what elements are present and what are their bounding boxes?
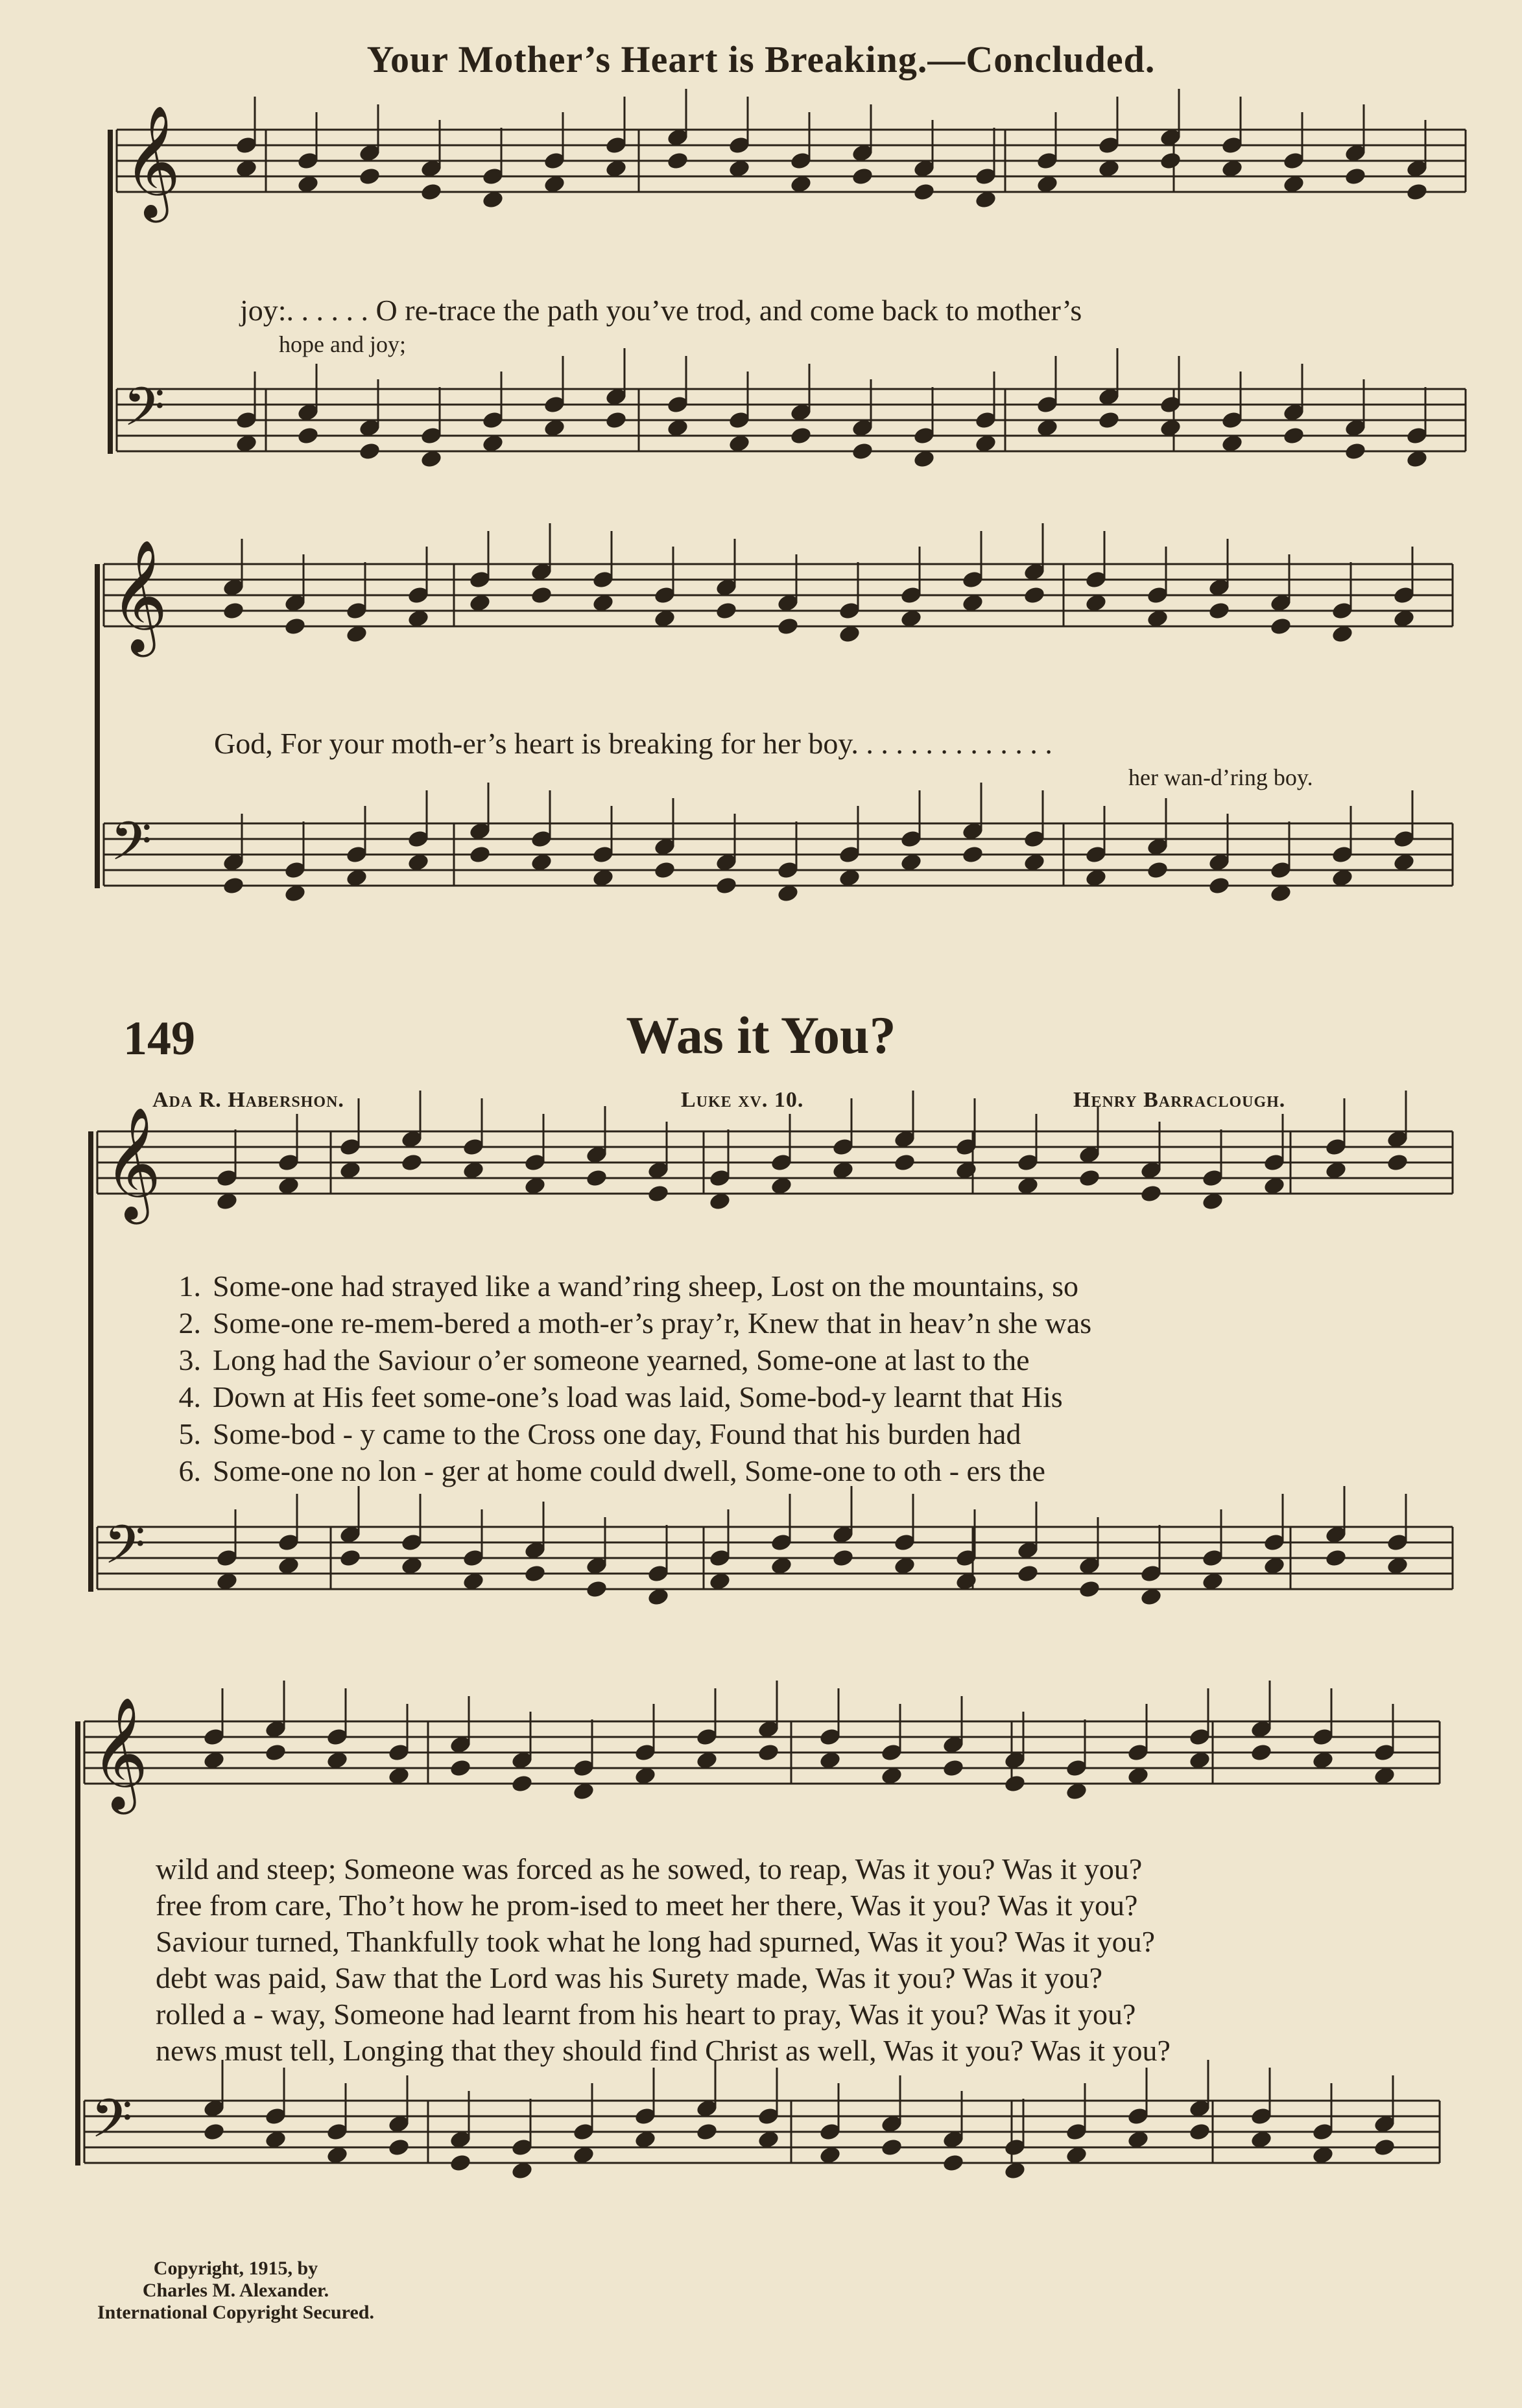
verse-line	[162, 1304, 1091, 1341]
verse-text: Some-bod - y came to the Cross one day, Found that his burden had	[213, 1417, 1021, 1450]
notehead	[585, 1168, 608, 1188]
notehead	[942, 1758, 965, 1778]
verse-number: 4.	[178, 1380, 201, 1413]
notehead	[358, 167, 381, 187]
verse-text: Some-one no lon - ger at home could dwell, Some-one to oth - ers the	[213, 1454, 1045, 1487]
notehead	[296, 426, 320, 446]
verse-number: 1.	[178, 1269, 201, 1303]
hymn-title: Was it You?	[626, 1006, 896, 1065]
notehead	[695, 2122, 719, 2142]
verse-text: Some-one had strayed like a wand’ring sheep, Lost on the mountains, so	[213, 1269, 1078, 1303]
notehead	[942, 2153, 965, 2173]
page-title: Your Mother’s Heart is Breaking.—Concluded.	[366, 38, 1156, 80]
bass-staff	[84, 2060, 1440, 2180]
notehead	[510, 1774, 534, 1794]
verse-line	[162, 1378, 1091, 1415]
verse-line	[162, 1452, 1091, 1489]
notehead	[1078, 1579, 1101, 1599]
notehead	[715, 876, 738, 896]
treble-clef-icon: 𝄞	[123, 105, 181, 218]
hymn-author: Ada R. Habershon.	[152, 1088, 344, 1112]
verse-text: Down at His feet some-one’s load was laid, Some-bod-y learnt that His	[213, 1380, 1063, 1413]
notehead	[530, 585, 553, 606]
notehead	[1139, 1184, 1163, 1204]
notehead	[1159, 151, 1182, 171]
verse-text: Some-one re-mem-bered a moth-er’s pray’r, Knew that in heav’n she was	[213, 1306, 1092, 1340]
notehead	[523, 1564, 547, 1584]
system1-lyric: joy:. . . . . . O re-trace the path you’ve trod, and come back to mother’s	[240, 294, 1082, 327]
system1-sub-lyric: hope and joy;	[279, 331, 406, 357]
notehead	[851, 442, 874, 462]
notehead	[468, 845, 492, 865]
notehead	[1023, 585, 1046, 606]
notehead	[1324, 1548, 1348, 1568]
copyright-notice	[97, 2258, 374, 2324]
notehead	[912, 182, 936, 202]
verse-line: wild and steep; Someone was forced as he sowed, to reap, Was it you? Was it you?	[156, 1852, 1143, 1885]
system2-sub-lyric: her wan-d’ring boy.	[1128, 764, 1313, 790]
verse-line: Saviour turned, Thankfully took what he long had spurned, Was it you? Was it you?	[156, 1925, 1156, 1958]
notehead	[449, 2153, 472, 2173]
notehead	[1146, 860, 1169, 880]
notehead	[831, 1548, 855, 1568]
bass-clef-icon: 𝄢	[123, 375, 165, 451]
notehead	[1344, 167, 1367, 187]
notehead	[222, 876, 245, 896]
bass-staff	[97, 1486, 1453, 1607]
notehead	[647, 1184, 670, 1204]
treble-staff	[117, 89, 1466, 223]
treble-staff	[104, 523, 1453, 657]
notehead	[1207, 876, 1231, 896]
copyright-line: Copyright, 1915, by	[153, 2258, 318, 2279]
notehead	[585, 1579, 608, 1599]
bass-staff	[117, 348, 1466, 469]
verse-number: 6.	[178, 1454, 201, 1487]
treble-clef-icon: 𝄞	[110, 539, 168, 652]
verse-text: Long had the Saviour o’er someone yearned, Some-one at last to the	[213, 1343, 1030, 1376]
notehead	[339, 1548, 362, 1568]
verses-part1	[162, 1268, 1091, 1489]
treble-clef-icon: 𝄞	[91, 1697, 149, 1810]
verse-line: news must tell, Longing that they should find Christ as well, Was it you? Was it you?	[156, 2034, 1171, 2067]
notehead	[387, 2138, 410, 2158]
notehead	[757, 1743, 780, 1763]
notehead	[283, 617, 307, 637]
notehead	[961, 845, 984, 865]
bass-clef-icon: 𝄢	[104, 1513, 146, 1589]
notehead	[1373, 2138, 1396, 2158]
notehead	[1188, 2122, 1211, 2142]
notehead	[1344, 442, 1367, 462]
notehead	[776, 617, 800, 637]
notehead	[400, 1153, 423, 1173]
notehead	[1269, 617, 1292, 637]
notehead	[604, 410, 628, 431]
notehead	[202, 2122, 226, 2142]
notehead	[1405, 182, 1429, 202]
verse-line	[162, 1268, 1091, 1304]
notehead	[1003, 1774, 1027, 1794]
bass-clef-icon: 𝄢	[110, 810, 152, 886]
hymn-scripture: Luke xv. 10.	[681, 1088, 804, 1112]
notehead	[666, 151, 689, 171]
notehead	[420, 182, 443, 202]
verse-line	[162, 1341, 1091, 1378]
copyright-line: Charles M. Alexander.	[142, 2280, 329, 2301]
notehead	[222, 601, 245, 621]
verse-line: free from care, Tho’t how he prom-ised to meet her there, Was it you? Was it you?	[156, 1889, 1138, 1922]
notehead	[880, 2138, 903, 2158]
notehead	[1386, 1153, 1409, 1173]
verse-line	[162, 1415, 1091, 1452]
notehead	[1016, 1564, 1040, 1584]
notehead	[264, 1743, 287, 1763]
verse-line: rolled a - way, Someone had learnt from his heart to pray, Was it you? Was it you?	[156, 1998, 1136, 2031]
system2-lyric: God, For your moth-er’s heart is breaking for her boy. . . . . . . . . . . . . .	[214, 727, 1052, 760]
verse-line: debt was paid, Saw that the Lord was his Surety made, Was it you? Was it you?	[156, 1961, 1103, 1994]
verses-part2	[156, 1851, 1171, 2069]
notehead	[851, 167, 874, 187]
verse-number: 3.	[178, 1343, 201, 1376]
hymn-number: 149	[123, 1012, 195, 1065]
notehead	[653, 860, 676, 880]
notehead	[893, 1153, 916, 1173]
treble-clef-icon: 𝄞	[104, 1107, 161, 1220]
copyright-line: International Copyright Secured.	[97, 2302, 374, 2323]
notehead	[358, 442, 381, 462]
notehead	[1282, 426, 1305, 446]
notehead	[715, 601, 738, 621]
verse-number: 5.	[178, 1417, 201, 1450]
notehead	[1078, 1168, 1101, 1188]
notehead	[789, 426, 813, 446]
notehead	[1097, 410, 1121, 431]
treble-staff	[84, 1681, 1440, 1815]
notehead	[449, 1758, 472, 1778]
bass-clef-icon: 𝄢	[91, 2087, 133, 2163]
notehead	[1250, 1743, 1273, 1763]
notehead	[1207, 601, 1231, 621]
hymn-composer: Henry Barraclough.	[1073, 1088, 1286, 1112]
bass-staff	[104, 783, 1453, 903]
verse-number: 2.	[178, 1306, 201, 1340]
